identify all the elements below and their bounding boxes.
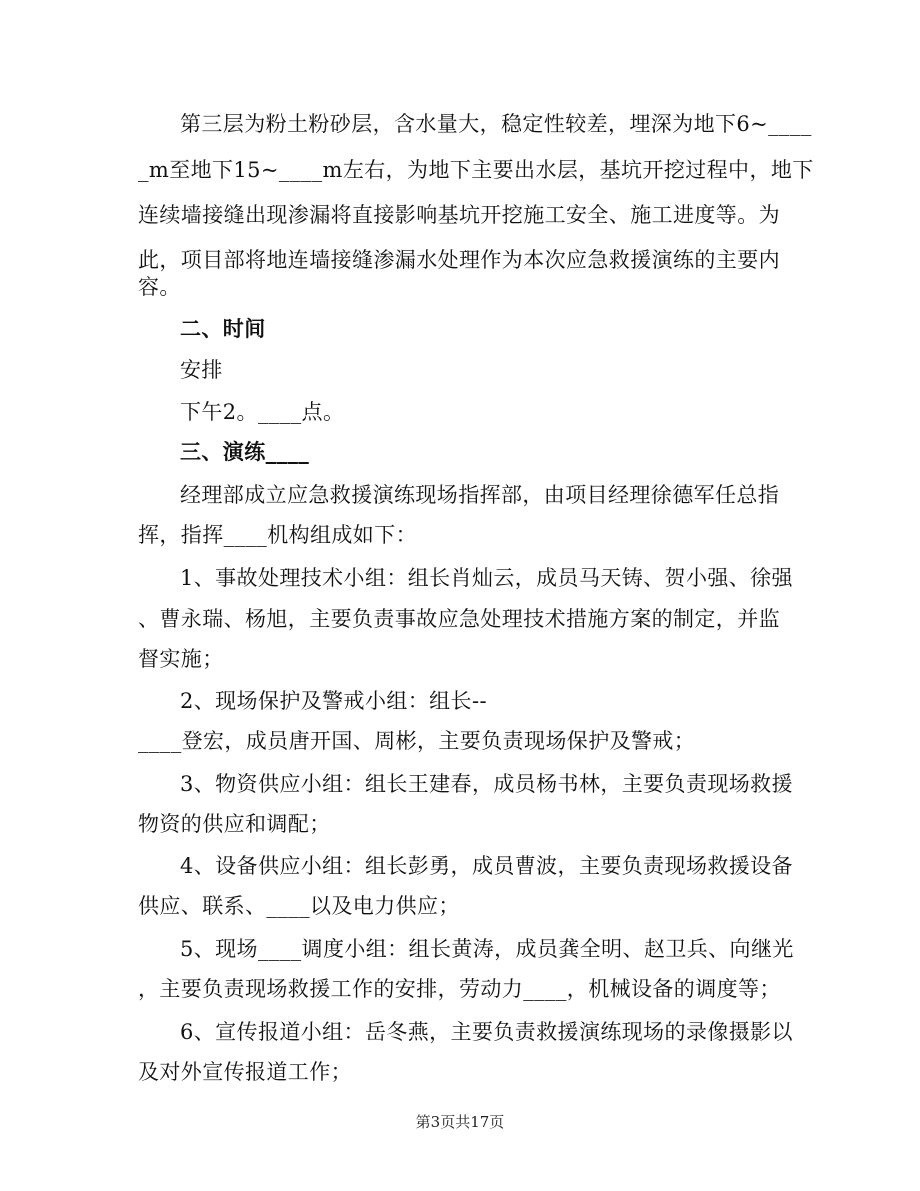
paragraph-line: 此，项目部将地连墙接缝渗漏水处理作为本次应急救援演练的主要内 (138, 248, 780, 272)
list-item-line: 6、宣传报道小组：岳冬燕，主要负责救援演练现场的录像摄影以 (180, 1020, 793, 1044)
paragraph-line: 容。 (138, 275, 181, 299)
paragraph-line: 安排 (180, 358, 223, 382)
list-item-line: 3、物资供应小组：组长王建春，成员杨书林，主要负责现场救援 (180, 772, 793, 796)
paragraph-line: _m至地下15~____m左右，为地下主要出水层，基坑开挖过程中，地下 (138, 158, 814, 182)
paragraph-line: 第三层为粉土粉砂层，含水量大，稳定性较差，埋深为地下6~____ (180, 112, 812, 136)
paragraph-line: 挥，指挥____机构组成如下： (138, 523, 417, 547)
section-heading-time: 二、时间 (180, 316, 266, 341)
list-item-line: 4、设备供应小组：组长彭勇，成员曹波，主要负责现场救援设备 (180, 854, 793, 878)
list-item-line: ____登宏，成员唐开国、周彬，主要负责现场保护及警戒； (138, 729, 696, 753)
list-item-line: 5、现场____调度小组：组长黄涛，成员龚全明、赵卫兵、向继光 (180, 937, 794, 961)
paragraph-line: 经理部成立应急救援演练现场指挥部，由项目经理徐德军任总指 (180, 483, 780, 507)
paragraph-line: 连续墙接缝出现渗漏将直接影响基坑开挖施工安全、施工进度等。为 (138, 203, 780, 227)
list-item-line: 及对外宣传报道工作； (138, 1060, 352, 1084)
list-item-line: 、曹永瑞、杨旭，主要负责事故应急处理技术措施方案的制定，并监 (138, 607, 780, 631)
list-item-line: 督实施； (138, 647, 224, 671)
list-item-line: 2、现场保护及警戒小组：组长-- (180, 689, 487, 713)
list-item-line: ，主要负责现场救援工作的安排，劳动力____，机械设备的调度等； (138, 977, 781, 1001)
list-item-line: 供应、联系、____以及电力供应； (138, 894, 460, 918)
list-item-line: 1、事故处理技术小组：组长肖灿云，成员马天铸、贺小强、徐强 (180, 566, 793, 590)
page-number-footer: 第3页共17页 (415, 1113, 505, 1131)
paragraph-line: 下午2。____点。 (180, 400, 345, 424)
list-item-line: 物资的供应和调配； (138, 812, 331, 836)
section-heading-drill: 三、演练____ (180, 439, 310, 464)
